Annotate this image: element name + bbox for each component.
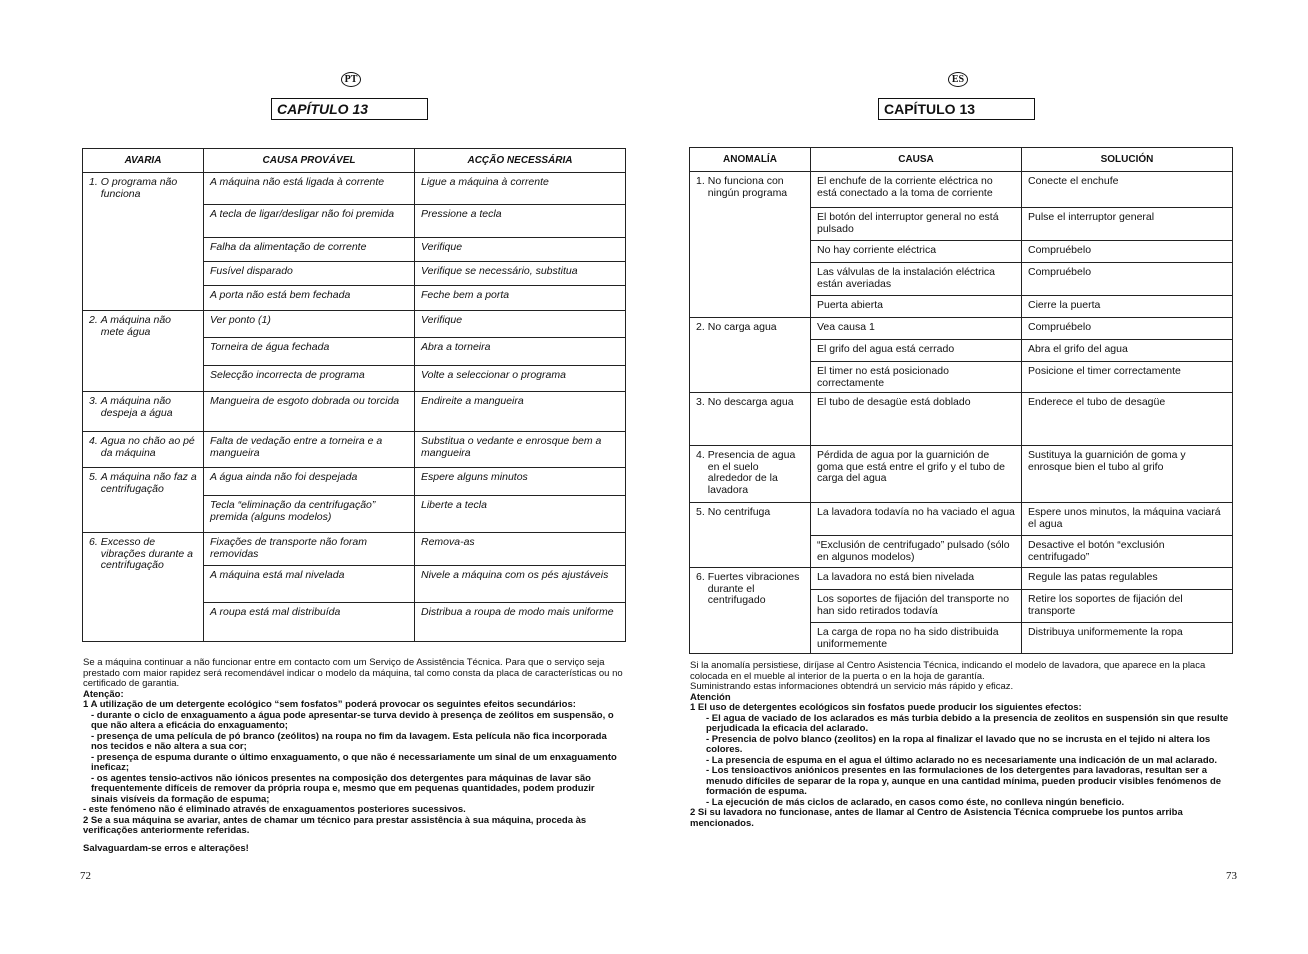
es-note-1-bullet: - Los tensioactivos aniónicos presentes en las formulaciones de los detergentes para lavadoras, resultan ser a menudo difíciles de separar de la ropa y, aunque en una cantidad mínima, pueden producir visibles fenómenos de formación de espuma.	[706, 765, 1222, 797]
anomaly-number: 4.	[89, 435, 98, 447]
action-cell: Pulse el interruptor general	[1022, 208, 1233, 241]
anomaly-number: 5.	[89, 471, 98, 483]
pt-note-1: 1 A utilização de um detergente ecológico “sem fosfatos” poderá provocar os seguintes efeitos secundários:	[83, 699, 576, 710]
es-attention-label: Atención	[690, 691, 731, 703]
anomaly-number: 3.	[696, 396, 705, 408]
anomaly-number: 6.	[696, 571, 705, 583]
cause-cell: No hay corriente eléctrica	[811, 241, 1022, 263]
table-row	[690, 172, 1233, 208]
pt-attention-label: Atenção:	[83, 688, 124, 700]
anomaly-text: A máquina não faz a centrifugação	[100, 471, 197, 495]
anomaly-cell	[83, 173, 204, 311]
es-page-number: 73	[1226, 870, 1237, 882]
pt-header-accao: ACÇÃO NECESSÁRIA	[415, 149, 626, 173]
action-cell: Distribua a roupa de modo mais uniforme	[415, 603, 626, 642]
action-cell: Desactive el botón “exclusión centrifugado”	[1022, 536, 1233, 568]
pt-language-badge: PT	[341, 72, 361, 87]
cause-cell: Tecla “eliminação da centrifugação” premida (alguns modelos)	[204, 496, 415, 533]
pt-note-1-bullet: - os agentes tensio-activos não iónicos presentes na composição dos detergentes para máquinas de lavar são frequentemente difíceis de remover da própria roupa e, mesmo que em pequenas quantidades, podem produzir sinais visíveis da formação de espuma;	[91, 772, 595, 805]
cause-cell: A porta não está bem fechada	[204, 286, 415, 311]
anomaly-number: 6.	[89, 536, 98, 548]
cause-cell: Puerta abierta	[811, 296, 1022, 318]
es-note-1-bullet: - Presencia de polvo blanco (zeolitos) en la ropa al finalizar el lavado que no se incrusta en el tejido ni altera los colores.	[706, 733, 1211, 755]
anomaly-cell	[83, 432, 204, 468]
anomaly-cell	[83, 392, 204, 432]
anomaly-text: O programa não funciona	[100, 176, 178, 200]
anomaly-text: No funciona con ningún programa	[707, 175, 788, 199]
anomaly-number: 3.	[89, 395, 98, 407]
cause-cell: A roupa está mal distribuída	[204, 603, 415, 642]
es-troubleshooting-table	[689, 147, 1233, 654]
cause-cell: Fixações de transporte não foram removidas	[204, 533, 415, 566]
es-note-2: 2 Si su lavadora no funcionase, antes de llamar al Centro de Asistencia Técnica compruebe los puntos arriba mencionados.	[690, 807, 1183, 829]
anomaly-text: Presencia de agua en el suelo alrededor de la lavadora	[707, 449, 796, 496]
action-cell: Substitua o vedante e enrosque bem a mangueira	[415, 432, 626, 468]
pt-note-1-bullet: - durante o ciclo de enxaguamento a água pode apresentar-se turva devido à presença de zeólitos em suspensão, o que não altera a eficácia do enxaguamento;	[91, 709, 614, 731]
action-cell: Nivele a máquina com os pés ajustáveis	[415, 566, 626, 603]
action-cell: Enderece el tubo de desagüe	[1022, 393, 1233, 446]
es-notes	[690, 661, 1232, 829]
action-cell: Verifique	[415, 238, 626, 262]
cause-cell: Ver ponto (1)	[204, 311, 415, 338]
table-row	[83, 311, 626, 338]
pt-page-number: 72	[80, 870, 91, 882]
anomaly-cell	[690, 318, 811, 393]
cause-cell: Falta de vedação entre a torneira e a mangueira	[204, 432, 415, 468]
pt-closing-text: Salvaguardam-se erros e alterações!	[83, 842, 249, 854]
table-row	[83, 173, 626, 205]
pt-notes	[83, 658, 623, 854]
anomaly-number: 2.	[89, 314, 98, 326]
pt-chapter-title: CAPÍTULO 13	[271, 98, 428, 120]
cause-cell: El grifo del agua está cerrado	[811, 340, 1022, 362]
cause-cell: Mangueira de esgoto dobrada ou torcida	[204, 392, 415, 432]
cause-cell: La carga de ropa no ha sido distribuida uniformemente	[811, 623, 1022, 654]
cause-cell: A tecla de ligar/desligar não foi premida	[204, 205, 415, 238]
pt-header-causa: CAUSA PROVÁVEL	[204, 149, 415, 173]
es-intro-text-2: Suministrando estas informaciones obtendrá un servicio más rápido y eficaz.	[690, 681, 1014, 692]
table-row	[83, 533, 626, 566]
table-row	[83, 468, 626, 496]
table-row	[690, 568, 1233, 590]
table-row	[690, 318, 1233, 340]
es-header-solucion: SOLUCIÓN	[1022, 148, 1233, 172]
action-cell: Endireite a mangueira	[415, 392, 626, 432]
action-cell: Verifique	[415, 311, 626, 338]
anomaly-cell	[83, 311, 204, 392]
anomaly-number: 1.	[696, 175, 705, 187]
anomaly-text: No descarga agua	[707, 396, 794, 408]
action-cell: Conecte el enchufe	[1022, 172, 1233, 208]
anomaly-cell	[690, 446, 811, 503]
cause-cell: El enchufe de la corriente eléctrica no está conectado a la toma de corriente	[811, 172, 1022, 208]
es-intro-text: Si la anomalía persistiese, diríjase al Centro Asistencia Técnica, indicando el modelo de lavadora, que aparece en la placa colocada en el mueble al interior de la puerta o en la hoja de garantía.	[690, 660, 1206, 682]
anomaly-number: 1.	[89, 176, 98, 188]
action-cell: Pressione a tecla	[415, 205, 626, 238]
cause-cell: “Exclusión de centrifugado” pulsado (sólo en algunos modelos)	[811, 536, 1022, 568]
action-cell: Sustituya la guarnición de goma y enrosque bien el tubo al grifo	[1022, 446, 1233, 503]
cause-cell: Los soportes de fijación del transporte no han sido retirados todavía	[811, 590, 1022, 623]
action-cell: Retire los soportes de fijación del transporte	[1022, 590, 1233, 623]
anomaly-text: A máquina não mete água	[100, 314, 172, 338]
action-cell: Distribuya uniformemente la ropa	[1022, 623, 1233, 654]
cause-cell: El tubo de desagüe está doblado	[811, 393, 1022, 446]
es-language-badge: ES	[948, 72, 968, 87]
pt-note-2: 2 Se a sua máquina se avariar, antes de chamar um técnico para prestar assistência à sua máquina, proceda às verificações anteriormente referidas.	[83, 814, 587, 836]
action-cell: Abra el grifo del agua	[1022, 340, 1233, 362]
es-header-causa: CAUSA	[811, 148, 1022, 172]
cause-cell: Falha da alimentação de corrente	[204, 238, 415, 262]
action-cell: Regule las patas regulables	[1022, 568, 1233, 590]
es-note-1: 1 El uso de detergentes ecológicos sin fosfatos puede producir los siguientes efectos:	[690, 702, 1082, 713]
anomaly-cell	[690, 172, 811, 318]
table-row	[83, 392, 626, 432]
es-chapter-title: CAPÍTULO 13	[878, 98, 1035, 120]
anomaly-cell	[690, 393, 811, 446]
anomaly-cell	[83, 468, 204, 533]
anomaly-text: No carga agua	[707, 321, 777, 333]
es-note-1-bullet: - La presencia de espuma en el agua el último aclarado no es necesariamente una indicación de un mal aclarado.	[706, 754, 1218, 766]
action-cell: Compruébelo	[1022, 263, 1233, 296]
action-cell: Compruébelo	[1022, 318, 1233, 340]
action-cell: Remova-as	[415, 533, 626, 566]
anomaly-cell	[83, 533, 204, 642]
cause-cell: Torneira de água fechada	[204, 338, 415, 366]
action-cell: Cierre la puerta	[1022, 296, 1233, 318]
anomaly-text: Fuertes vibraciones durante el centrifugado	[707, 571, 800, 606]
action-cell: Compruébelo	[1022, 241, 1233, 263]
anomaly-cell	[690, 503, 811, 568]
action-cell: Posicione el timer correctamente	[1022, 362, 1233, 393]
anomaly-number: 2.	[696, 321, 705, 333]
table-row	[83, 432, 626, 468]
table-row	[690, 446, 1233, 503]
pt-troubleshooting-table	[82, 148, 626, 642]
cause-cell: Fusível disparado	[204, 262, 415, 286]
pt-note-1-last-line: - este fenómeno não é eliminado através de enxaguamentos posteriores sucessivos.	[83, 804, 466, 815]
anomaly-cell	[690, 568, 811, 654]
cause-cell: A máquina está mal nivelada	[204, 566, 415, 603]
es-note-1-bullet: - El agua de vaciado de los aclarados es más turbia debido a la presencia de zeolitos en suspensión sin que resulte perjudicada la eficacia del aclarado.	[706, 712, 1229, 734]
es-note-1-bullet: - La ejecución de más ciclos de aclarado, en casos como éste, no conlleva ningún beneficio.	[706, 796, 1125, 808]
cause-cell: Selecção incorrecta de programa	[204, 366, 415, 392]
cause-cell: Las válvulas de la instalación eléctrica están averiadas	[811, 263, 1022, 296]
action-cell: Feche bem a porta	[415, 286, 626, 311]
pt-header-avaria: AVARIA	[83, 149, 204, 173]
action-cell: Verifique se necessário, substitua	[415, 262, 626, 286]
anomaly-text: A máquina não despeja a água	[100, 395, 173, 419]
table-row	[690, 503, 1233, 536]
pt-note-1-bullet: - presença de uma película de pó branco (zeólitos) na roupa no fim da lavagem. Esta película não fica incorporada nos tecidos e não altera a sua cor;	[91, 730, 607, 752]
cause-cell: La lavadora todavía no ha vaciado el agua	[811, 503, 1022, 536]
cause-cell: El timer no está posicionado correctamente	[811, 362, 1022, 393]
table-row	[690, 393, 1233, 446]
pt-intro-text: Se a máquina continuar a não funcionar entre em contacto com um Serviço de Assistência Técnica. Para que o serviço seja prestado com maior rapidez será recomendável indicar o modelo da máquina, tal como consta da placa de características ou no certificado de garantia.	[83, 657, 623, 689]
action-cell: Volte a seleccionar o programa	[415, 366, 626, 392]
cause-cell: La lavadora no está bien nivelada	[811, 568, 1022, 590]
action-cell: Espere alguns minutos	[415, 468, 626, 496]
pt-note-1-bullet: - presença de espuma durante o último enxaguamento, o que não é necessariamente um sinal de um enxaguamento ineficaz;	[91, 751, 617, 773]
es-header-anomalia: ANOMALÍA	[690, 148, 811, 172]
cause-cell: El botón del interruptor general no está pulsado	[811, 208, 1022, 241]
anomaly-text: No centrifuga	[707, 506, 771, 518]
anomaly-number: 4.	[696, 449, 705, 461]
cause-cell: A máquina não está ligada à corrente	[204, 173, 415, 205]
action-cell: Ligue a máquina à corrente	[415, 173, 626, 205]
anomaly-text: Excesso de vibrações durante a centrifugação	[100, 536, 193, 571]
cause-cell: A água ainda não foi despejada	[204, 468, 415, 496]
action-cell: Liberte a tecla	[415, 496, 626, 533]
cause-cell: Vea causa 1	[811, 318, 1022, 340]
anomaly-text: Agua no chão ao pé da máquina	[100, 435, 195, 459]
anomaly-number: 5.	[696, 506, 705, 518]
action-cell: Abra a torneira	[415, 338, 626, 366]
cause-cell: Pérdida de agua por la guarnición de goma que está entre el grifo y el tubo de carga del agua	[811, 446, 1022, 503]
action-cell: Espere unos minutos, la máquina vaciará el agua	[1022, 503, 1233, 536]
